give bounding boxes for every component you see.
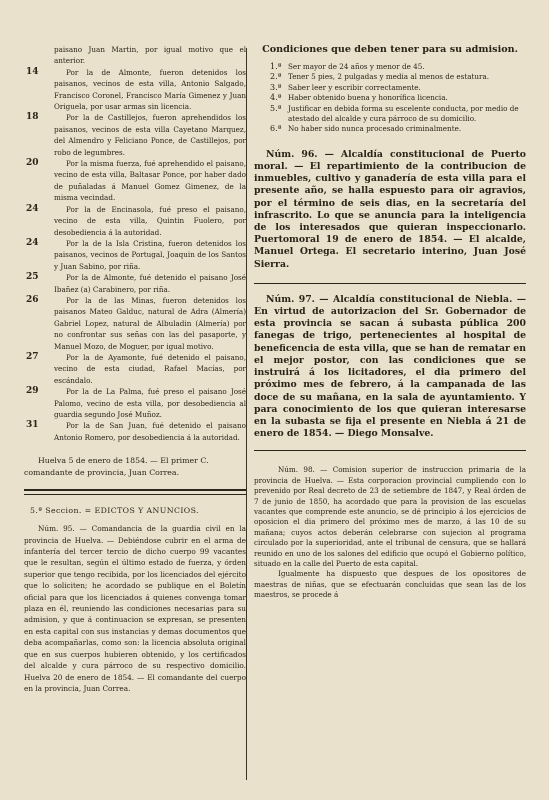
entry-day: 20 — [26, 158, 39, 169]
entry-day: 24 — [26, 237, 39, 248]
entry-day: 18 — [26, 112, 39, 123]
incident-entry — [24, 158, 246, 204]
condition-item — [254, 124, 526, 134]
condition-item — [254, 62, 526, 72]
left-signature: Huelva 5 de enero de 1854. — El primer C. comandante de provincia, Juan Correa. — [24, 456, 209, 478]
condition-number: 5.ª — [270, 103, 282, 113]
incident-entry — [24, 238, 246, 272]
notice-97: Núm. 97. — Alcaldía constitucional de Niebla. — En virtud de autorizacion del Sr. Gobernador de esta provincia se sacan á subasta pública 200 fanegas de trigo, pertenecientes al hospital de beneficencia de esta villa, que se han de rematar en el mejor postor, con las condiciones que se instruirá á los licitadores, el dia primero del próximo mes de febrero, á la campanada de las doce de su mañana, en la sala de ayuntamiento. Y para conocimiento de los que quieran interesarse en la subasta se fija el presente en Niebla á 21 de enero de 1854. — Diego Monsalve. — [254, 293, 526, 440]
incident-list — [24, 44, 246, 443]
notice-98 — [254, 465, 526, 600]
condition-item — [254, 104, 526, 125]
column-divider — [246, 48, 247, 780]
entry-text: Por la de las Minas, fueron detenidos los paisanos Mateo Galduc, natural de Adra (Almería) Gabriel Lopez, natural de Albuladin (Almería) por no confrontar sus señas con las del pasaporte, y Manuel Mozo, de Moguer, por igual motivo. — [54, 295, 246, 351]
entry-day: 24 — [26, 203, 39, 214]
incident-entry — [24, 204, 246, 238]
incident-entry — [24, 67, 246, 113]
condition-text: Tener 5 pies, 2 pulgadas y media al menos de estatura. — [288, 72, 490, 82]
entry-text: Por la de San Juan, fué detenido el paisano Antonio Romero, por desobediencia á la autoridad. — [54, 421, 246, 442]
condition-number: 2.ª — [270, 72, 282, 82]
entry-text: Por la misma fuerza, fué aprehendido el paisano, vecino de esta villa, Baltasar Ponce, por haber dado de puñaladas á Manuel Gomez Gimenez, de la misma vecindad. — [54, 159, 246, 203]
entry-day: 29 — [26, 386, 39, 397]
entry-text: Por la de la Isla Cristina, fueron detenidos los paisanos, vecinos de Portugal, Joaquin de los Santos y Juan Sabino, por riña. — [54, 238, 246, 271]
condition-text: Haber obtenido buena y honorífica licencia. — [288, 93, 448, 103]
condition-number: 4.ª — [270, 93, 282, 103]
entry-day: 31 — [26, 420, 39, 431]
condition-number: 1.ª — [270, 62, 282, 71]
condition-text: Ser mayor de 24 años y menor de 45. — [288, 62, 425, 71]
incident-entry — [24, 386, 246, 420]
incident-entry — [24, 112, 246, 158]
notice-96: Núm. 96. — Alcaldía constitucional de Puerto moral. — El repartimiento de la contribucion de inmuebles, cultivo y ganadería de esta villa para el presente año, se halla espuesto para oir agravios, por el término de seis dias, en la secretaría del infrascrito. Lo que se anuncia para la inteligencia de los interesados que quieran inspeccionarlo. Puertomoral 19 de enero de 1854. — El alcalde, Manuel Ortega. El secretario interino, Juan José Sierra. — [254, 148, 526, 270]
section-divider — [24, 489, 246, 491]
entry-text: Por la de Encinasola, fué preso el paisano, vecino de esta villa, Quintin Fuolero, por desobediencia á la autoridad. — [54, 204, 246, 237]
entry-day: 26 — [26, 294, 39, 305]
section-divider-thin — [24, 494, 246, 495]
left-column — [24, 44, 246, 694]
condition-item — [254, 83, 526, 93]
entry-text: Por la de La Palma, fué preso el paisano José Palomo, vecino de esta villa, por desobediencia al guardia segundo José Muñoz. — [54, 387, 246, 419]
condition-text: No haber sido nunca procesado criminalmente. — [288, 124, 462, 134]
condition-item — [254, 93, 526, 103]
entry-text: paisano Juan Martin, por igual motivo que el anterior. — [54, 45, 246, 66]
notice-98-paragraph: Igualmente ha dispuesto que despues de los opositores de maestras de niñas, que se efectuarán concluidas que sean las de los maestros, se procede á — [254, 569, 526, 600]
entry-day: 14 — [26, 66, 39, 77]
entry-day: 27 — [26, 351, 39, 362]
entry-text: Por la de Castillejos, fueron aprehendidos los paisanos, vecinos de esta villa Cayetano Marquez, del Almendro y Feliciano Ponce, de Castillejos, por robo de legumbres. — [54, 113, 246, 157]
conditions-list — [254, 62, 526, 135]
entry-text: Por la de Ayamonte, fué detenido el paisano, vecino de esta ciudad, Rafael Macías, por escándalo. — [54, 352, 246, 385]
entry-text: Por la de Almonte, fué detenido el paisano José Ibañez (a) Carabinero, por riña. — [54, 273, 246, 294]
condition-number: 6.ª — [270, 124, 282, 134]
condition-text: Justificar en debida forma su escelente conducta, por medio de atestado del alcalde y cura párroco de su domicilio. — [288, 103, 519, 124]
incident-entry — [24, 420, 246, 443]
incident-entry — [24, 352, 246, 386]
notice-98-paragraph: Núm. 98. — Comision superior de instruccion primaria de la provincia de Huelva. — Esta corporacion provincial cumpliendo con lo prevenido por Real decreto de 23 de setiembre de 1847, y Real órden de 7 de junio de 1850, ha acordado que para la provision de las escuelas vacantes que comprende este anuncio, se dé principio á los ejercicios de oposicion el dia primero del próximo mes de marzo, á las 10 de su mañana; cuyos actos deberán celebrarse con sujecion al programa circulado por la superioridad, ante el tribunal de censura, que se hallará reunido en uno de los salones del edificio que ocupó el Gobierno político, situado en la calle del Puerto de esta capital. — [254, 465, 526, 568]
conditions-title: Condiciones que deben tener para su admision. — [262, 44, 518, 55]
notice-95: Núm. 95. — Comandancia de la guardia civil en la provincia de Huelva. — Debiéndose cubrir en el arma de infantería del tercer tercio de dicho cuerpo 99 vacantes que le resultan, según el último estado de fuerza, y órden superior que tengo recibida, por los licenciados del ejército que lo soliciten; he acordado se publique en el Boletín oficial para que los licenciados á quienes convenga tomar plaza en él, reuniendo las condiciones necesarias para su admision, y que á continuacion se expresan, se presenten en esta capital con sus instancias y demas documentos que deba acompañarlas, como son: la licencia absoluta original que en sus cuerpos hubieren obtenido, y los certificados del alcalde y cura párroco de su respectivo domicilio. Huelva 20 de enero de 1854. — El comandante del cuerpo en la provincia, Juan Correa. — [24, 524, 246, 693]
entry-text: Por la de Almonte, fueron detenidos los paisanos, vecinos de esta villa, Antonio Salgado, Francisco Coronel, Francisco María Gimenez y Juan Origuela, por usar armas sin licencia. — [54, 67, 246, 112]
incident-entry — [24, 44, 246, 67]
condition-number: 3.ª — [270, 82, 282, 92]
notice-divider — [254, 450, 526, 451]
incident-entry — [24, 295, 246, 352]
notice-divider — [254, 283, 526, 284]
right-column — [254, 44, 526, 601]
condition-item — [254, 72, 526, 82]
section-title: 5.ª Seccion. = EDICTOS Y ANUNCIOS. — [30, 506, 199, 516]
incident-entry — [24, 272, 246, 295]
entry-day: 25 — [26, 272, 39, 283]
condition-text: Saber leer y escribir correctamente. — [288, 82, 421, 92]
